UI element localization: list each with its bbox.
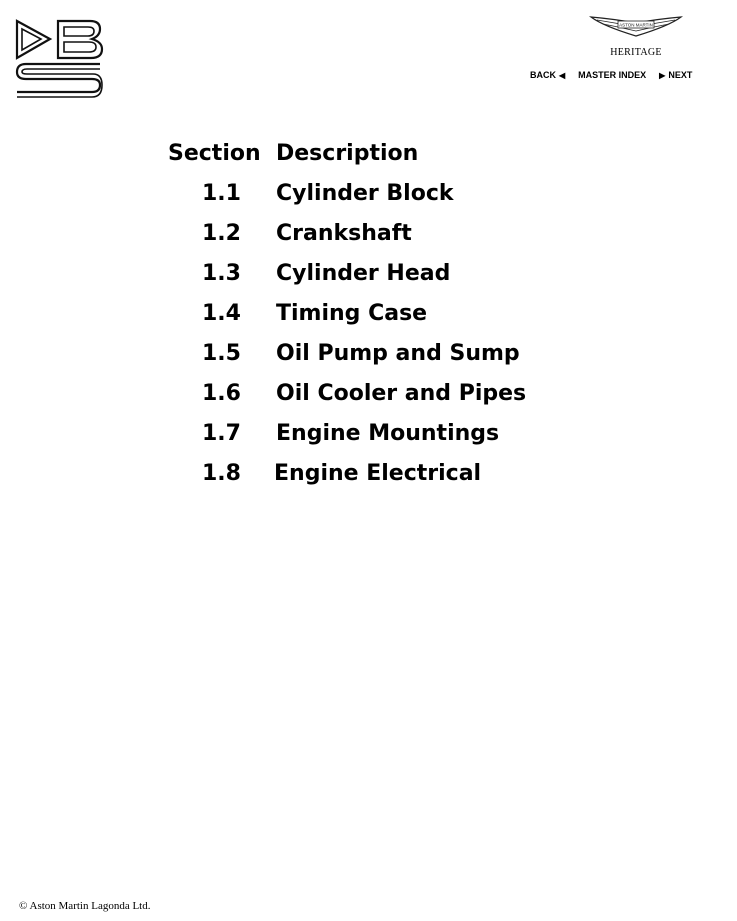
section-number: 1.4 [202,301,241,326]
brand-badge-text: ASTON MARTIN [619,22,653,28]
section-number: 1.1 [202,181,241,206]
master-index-link[interactable] [578,70,646,80]
section-description: Oil Pump and Sump [276,341,520,366]
section-description: Timing Case [276,301,428,326]
back-arrow-icon: ◀ [559,70,566,80]
section-description: Crankshaft [276,221,412,246]
next-link[interactable] [656,70,692,80]
aston-martin-heritage-badge [586,14,686,58]
heritage-label: HERITAGE [610,47,662,58]
nav-bar [530,70,692,80]
master-index-label: MASTER INDEX [578,70,647,80]
back-label: BACK [530,70,556,80]
aston-martin-wings-logo [589,14,683,44]
section-number: 1.5 [202,341,241,366]
back-link[interactable] [530,70,568,80]
next-arrow-icon: ▶ [659,70,666,80]
description-column-header: Description [276,141,419,166]
section-description: Engine Mountings [276,421,500,446]
dbs-logo [14,18,104,100]
section-description: Engine Electrical [274,461,482,486]
section-number: 1.6 [202,381,241,406]
section-number: 1.2 [202,221,241,246]
section-description: Cylinder Head [276,261,451,286]
section-number: 1.8 [202,461,241,486]
next-label: NEXT [668,70,693,80]
copyright-notice: © Aston Martin Lagonda Ltd. [19,900,151,912]
section-number: 1.7 [202,421,241,446]
section-column-header: Section [168,141,261,166]
section-description: Oil Cooler and Pipes [276,381,527,406]
section-description: Cylinder Block [276,181,454,206]
section-number: 1.3 [202,261,241,286]
